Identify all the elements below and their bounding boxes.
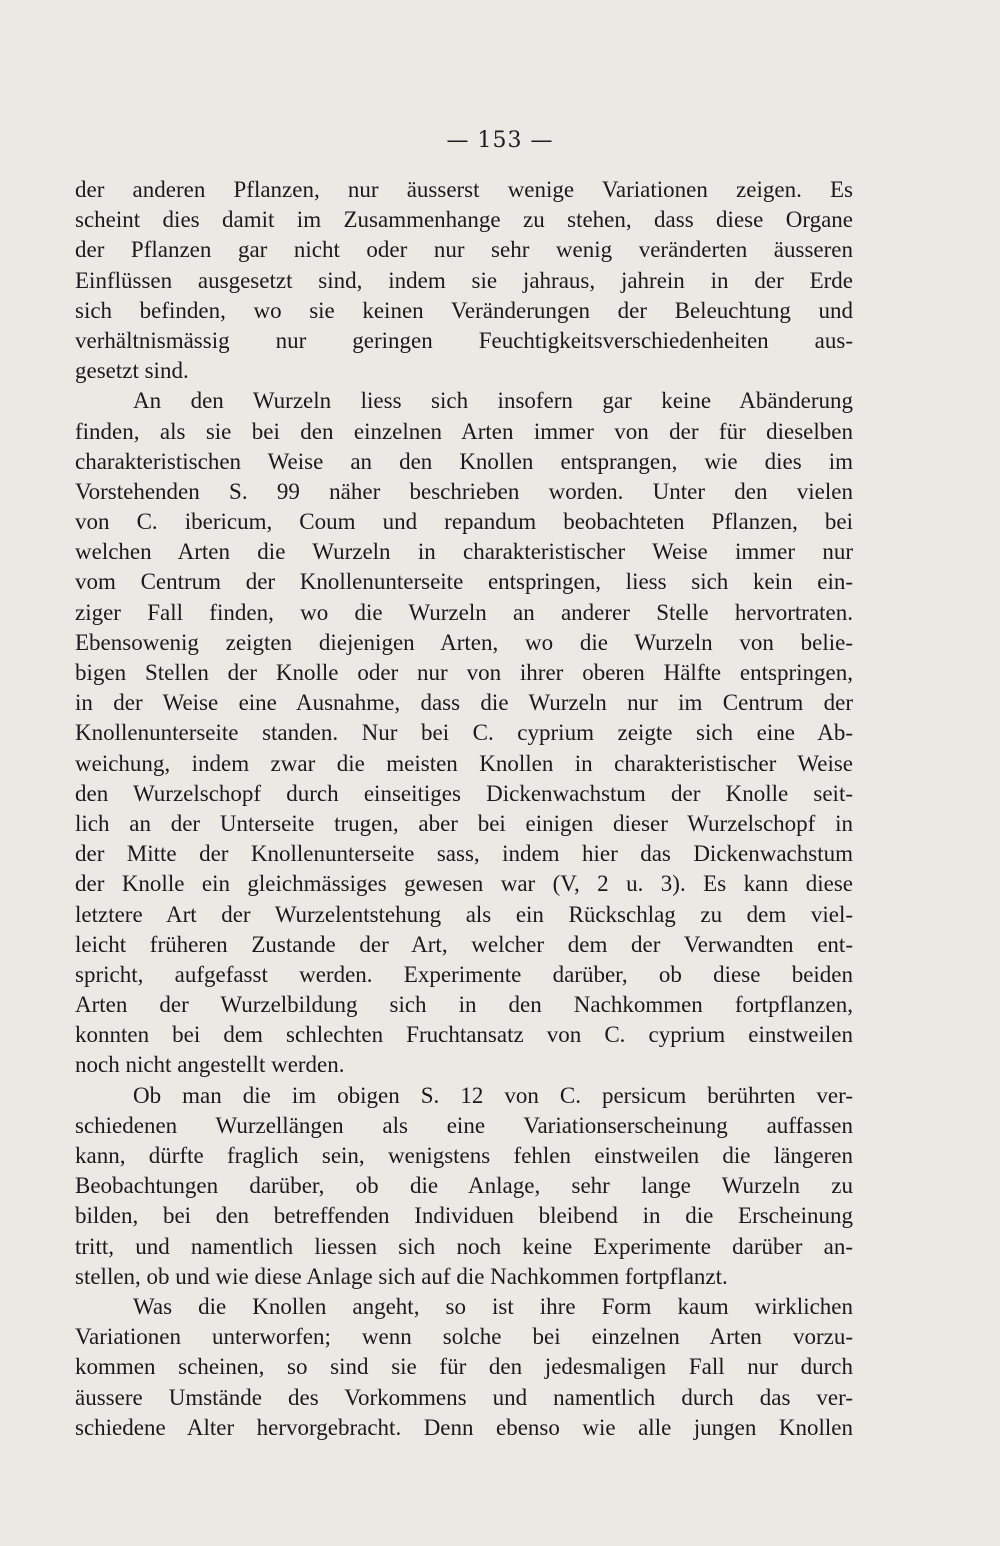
text-line: lich an der Unterseite trugen, aber bei einigen dieser Wurzelschopf in	[75, 810, 853, 836]
text-line: der Knolle ein gleichmässiges gewesen war (V, 2 u. 3). Es kann diese	[75, 871, 853, 897]
text-line: konnten bei dem schlechten Fruchtansatz von C. cyprium einstweilen	[75, 1022, 853, 1048]
text-line: Knollenunterseite standen. Nur bei C. cyprium zeigte sich eine Ab-	[75, 720, 853, 746]
text-line: Beobachtungen darüber, ob die Anlage, sehr lange Wurzeln zu	[75, 1173, 853, 1199]
text-line: schiedenen Wurzellängen als eine Variationserscheinung auffassen	[75, 1112, 853, 1138]
text-line: Einflüssen ausgesetzt sind, indem sie jahraus, jahrein in der Erde	[75, 267, 853, 293]
text-line: welchen Arten die Wurzeln in charakteristischer Weise immer nur	[75, 539, 853, 565]
text-line: An den Wurzeln liess sich insofern gar keine Abänderung	[133, 388, 853, 414]
text-line: von C. ibericum, Coum und repandum beobachteten Pflanzen, bei	[75, 509, 853, 535]
text-line: schiedene Alter hervorgebracht. Denn ebenso wie alle jungen Knollen	[75, 1414, 853, 1440]
text-line: ziger Fall finden, wo die Wurzeln an anderer Stelle hervortraten.	[75, 599, 853, 625]
body-text	[75, 175, 853, 1443]
text-line: kommen scheinen, so sind sie für den jedesmaligen Fall nur durch	[75, 1354, 853, 1380]
text-line: spricht, aufgefasst werden. Experimente darüber, ob diese beiden	[75, 961, 853, 987]
text-line: Ob man die im obigen S. 12 von C. persicum berührten ver-	[133, 1082, 853, 1108]
text-line: Was die Knollen angeht, so ist ihre Form kaum wirklichen	[133, 1293, 853, 1319]
text-line: Vorstehenden S. 99 näher beschrieben worden. Unter den vielen	[75, 478, 853, 504]
text-line: bigen Stellen der Knolle oder nur von ihrer oberen Hälfte entspringen,	[75, 660, 853, 685]
text-line: vom Centrum der Knollenunterseite entspringen, liess sich kein ein-	[75, 569, 853, 595]
text-line: leicht früheren Zustande der Art, welcher dem der Verwandten ent-	[75, 931, 853, 957]
text-line: noch nicht angestellt werden.	[75, 1052, 345, 1078]
text-line: charakteristischen Weise an den Knollen entsprangen, wie dies im	[75, 448, 853, 474]
text-line: den Wurzelschopf durch einseitiges Dickenwachstum der Knolle seit-	[75, 780, 853, 806]
text-line: Ebensowenig zeigten diejenigen Arten, wo die Wurzeln von belie-	[75, 629, 853, 655]
text-line: weichung, indem zwar die meisten Knollen in charakteristischer Weise	[75, 750, 853, 776]
text-line: Arten der Wurzelbildung sich in den Nachkommen fortpflanzen,	[75, 992, 853, 1018]
text-line: finden, als sie bei den einzelnen Arten immer von der für dieselben	[75, 418, 853, 444]
text-line: stellen, ob und wie diese Anlage sich auf die Nachkommen fortpflanzt.	[75, 1263, 728, 1289]
text-line: äussere Umstände des Vorkommens und namentlich durch das ver-	[75, 1384, 853, 1410]
text-line: tritt, und namentlich liessen sich noch keine Experimente darüber an-	[75, 1233, 853, 1259]
text-line: kann, dürfte fraglich sein, wenigstens fehlen einstweilen die längeren	[75, 1143, 853, 1168]
text-line: letztere Art der Wurzelentstehung als ein Rückschlag zu dem viel-	[75, 901, 853, 927]
text-line: der Mitte der Knollenunterseite sass, indem hier das Dickenwachstum	[75, 841, 853, 867]
text-line: verhältnismässig nur geringen Feuchtigkeitsverschiedenheiten aus-	[75, 327, 853, 353]
text-line: in der Weise eine Ausnahme, dass die Wurzeln nur im Centrum der	[75, 690, 853, 716]
text-line: gesetzt sind.	[75, 358, 189, 384]
text-line: Variationen unterworfen; wenn solche bei einzelnen Arten vorzu-	[75, 1324, 853, 1350]
text-line: bilden, bei den betreffenden Individuen bleibend in die Erscheinung	[75, 1203, 853, 1229]
text-line: scheint dies damit im Zusammenhange zu stehen, dass diese Organe	[75, 207, 853, 233]
text-line: sich befinden, wo sie keinen Veränderungen der Beleuchtung und	[75, 297, 853, 323]
page-number: — 153 —	[446, 128, 554, 153]
text-line: der anderen Pflanzen, nur äusserst wenige Variationen zeigen. Es	[75, 177, 853, 202]
text-line: der Pflanzen gar nicht oder nur sehr wenig veränderten äusseren	[75, 237, 853, 263]
